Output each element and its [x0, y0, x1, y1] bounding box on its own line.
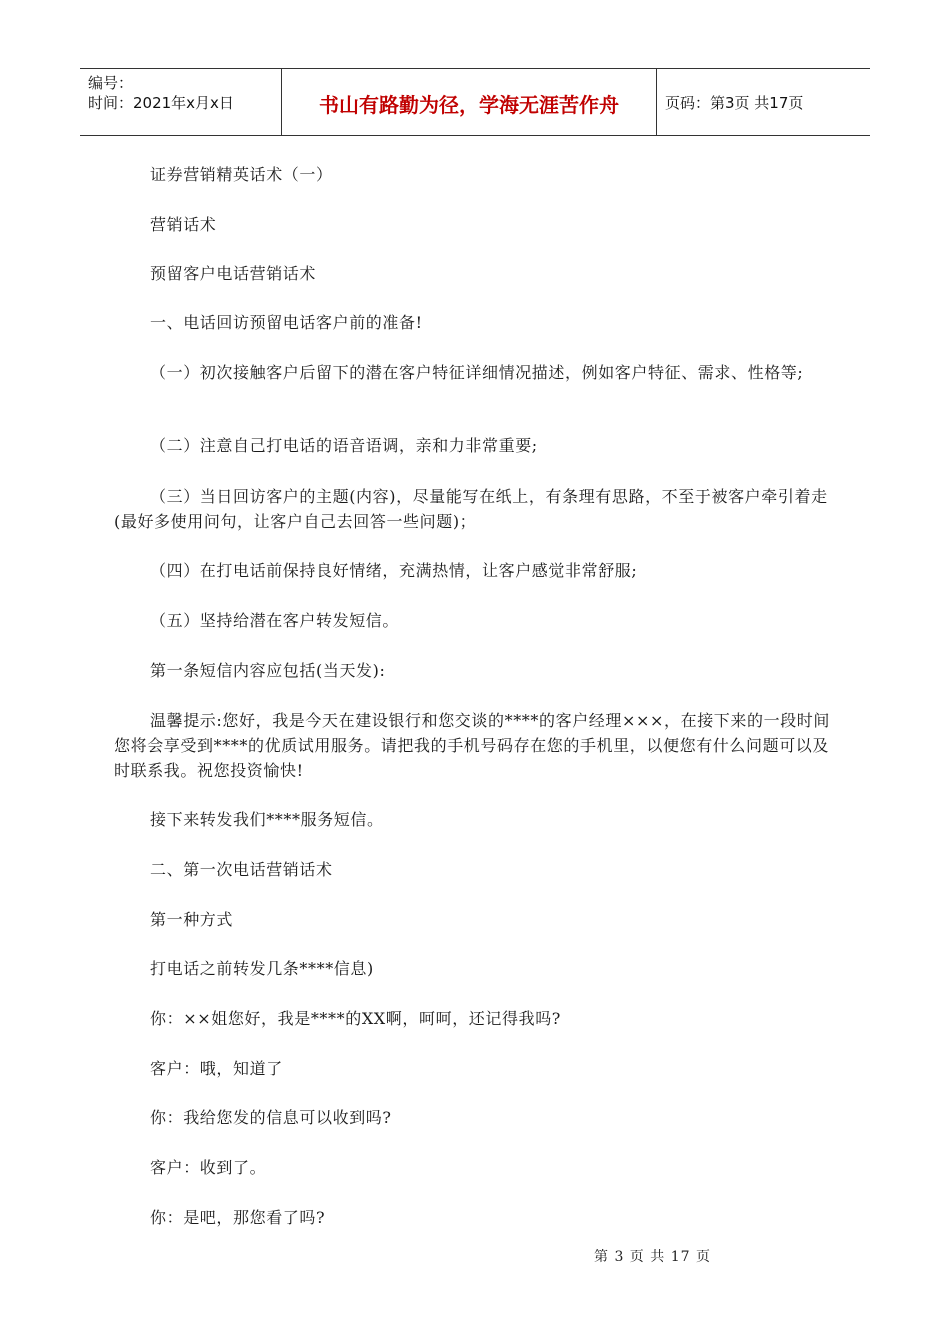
- dialogue-line: 客户：哦，知道了: [150, 1059, 283, 1078]
- number-label: 编号：: [88, 74, 134, 92]
- doc-title: 证券营销精英话术（一）: [150, 165, 333, 184]
- section-heading: 二、第一次电话营销话术: [150, 860, 333, 879]
- paragraph: 温馨提示:您好，我是今天在建设银行和您交谈的****的客户经理×××，在接下来的一段时间您将会享受到****的优质试用服务。请把我的手机号码存在您的手机里，以便您有什么问题可以及时联系我。祝您投资愉快!: [114, 711, 831, 780]
- paragraph: 第一条短信内容应包括(当天发):: [150, 661, 386, 680]
- header-motto: 书山有路勤为径，学海无涯苦作舟: [282, 69, 657, 135]
- paragraph: 第一种方式: [150, 910, 234, 929]
- paragraph: （三）当日回访客户的主题(内容)，尽量能写在纸上，有条理有思路，不至于被客户牵引着走(最好多使用问句，让客户自己去回答一些问题)；: [114, 487, 828, 531]
- section-heading: 一、电话回访预留电话客户前的准备!: [150, 313, 423, 332]
- paragraph: （五）坚持给潜在客户转发短信。: [150, 611, 400, 630]
- header-page-label: 页码：第3页 共17页: [665, 93, 804, 112]
- paragraph: 打电话之前转发几条****信息): [150, 959, 374, 978]
- paragraph: （二）注意自己打电话的语音语调，亲和力非常重要;: [150, 436, 538, 455]
- paragraph: 接下来转发我们****服务短信。: [150, 810, 384, 829]
- dialogue-line: 你：我给您发的信息可以收到吗?: [150, 1108, 392, 1127]
- paragraph: （四）在打电话前保持良好情绪，充满热情，让客户感觉非常舒服;: [150, 561, 638, 580]
- section-heading: 营销话术: [150, 215, 217, 234]
- paragraph: （一）初次接触客户后留下的潜在客户特征详细情况描述，例如客户特征、需求、性格等;: [150, 363, 804, 382]
- time-label: 时间：2021年x月x日: [88, 94, 234, 112]
- page-header: [80, 68, 870, 136]
- dialogue-line: 你：是吧，那您看了吗?: [150, 1208, 326, 1227]
- section-heading: 预留客户电话营销话术: [150, 264, 317, 283]
- page-footer: 第 3 页 共 17 页: [594, 1249, 711, 1265]
- dialogue-line: 客户：收到了。: [150, 1158, 267, 1177]
- header-meta: [80, 69, 282, 135]
- document-body: [114, 162, 844, 1230]
- dialogue-line: 你：××姐您好，我是****的XX啊，呵呵，还记得我吗?: [150, 1009, 561, 1028]
